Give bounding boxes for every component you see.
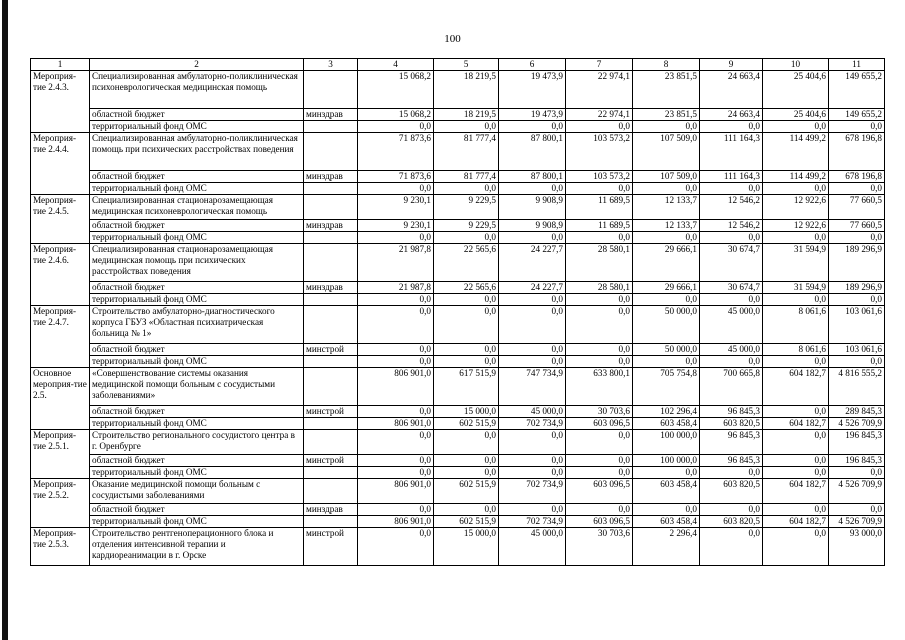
value-cell: 0,0 bbox=[499, 306, 566, 344]
value-cell: 0,0 bbox=[434, 183, 499, 195]
value-cell: 30 703,6 bbox=[566, 528, 633, 566]
funding-row bbox=[31, 356, 885, 368]
header-cell: 9 bbox=[700, 59, 763, 71]
value-cell: 96 845,3 bbox=[700, 455, 763, 467]
value-cell: 0,0 bbox=[358, 344, 434, 356]
value-cell: 0,0 bbox=[763, 356, 829, 368]
value-cell: 0,0 bbox=[633, 232, 700, 244]
funding-source: областной бюджет bbox=[90, 220, 304, 232]
value-cell: 31 594,9 bbox=[763, 282, 829, 294]
value-cell: 0,0 bbox=[499, 430, 566, 455]
value-cell: 11 689,5 bbox=[566, 220, 633, 232]
measure-id: Мероприя-тие 2.5.3. bbox=[31, 528, 90, 566]
executor-cell bbox=[304, 356, 358, 368]
funding-row bbox=[31, 467, 885, 479]
executor-cell: минздрав bbox=[304, 282, 358, 294]
value-cell: 2 296,4 bbox=[633, 528, 700, 566]
value-cell: 0,0 bbox=[499, 344, 566, 356]
value-cell: 12 546,2 bbox=[700, 195, 763, 220]
value-cell: 4 526 709,9 bbox=[829, 516, 885, 528]
executor-cell: минстрой bbox=[304, 344, 358, 356]
value-cell: 18 219,5 bbox=[434, 109, 499, 121]
measure-name: Специализированная стационарозамещающая медицинская психоневрологическая помощь bbox=[90, 195, 304, 220]
value-cell: 0,0 bbox=[434, 232, 499, 244]
value-cell: 19 473,9 bbox=[499, 109, 566, 121]
header-cell: 10 bbox=[763, 59, 829, 71]
value-cell: 602 515,9 bbox=[434, 516, 499, 528]
funding-row bbox=[31, 220, 885, 232]
value-cell: 100 000,0 bbox=[633, 430, 700, 455]
value-cell: 22 565,6 bbox=[434, 244, 499, 282]
funding-row bbox=[31, 171, 885, 183]
value-cell: 103 573,2 bbox=[566, 171, 633, 183]
executor-cell: минстрой bbox=[304, 455, 358, 467]
funding-row bbox=[31, 121, 885, 133]
measure-id: Основное мероприя-тие 2.5. bbox=[31, 368, 90, 430]
funding-row bbox=[31, 516, 885, 528]
value-cell: 4 526 709,9 bbox=[829, 479, 885, 504]
value-cell: 289 845,3 bbox=[829, 406, 885, 418]
value-cell: 0,0 bbox=[633, 294, 700, 306]
value-cell: 12 133,7 bbox=[633, 195, 700, 220]
value-cell: 0,0 bbox=[499, 455, 566, 467]
value-cell: 0,0 bbox=[633, 121, 700, 133]
value-cell: 0,0 bbox=[434, 504, 499, 516]
header-cell: 3 bbox=[304, 59, 358, 71]
header-row bbox=[31, 59, 885, 71]
executor-cell: минздрав bbox=[304, 171, 358, 183]
value-cell: 0,0 bbox=[434, 455, 499, 467]
group-main-row bbox=[31, 368, 885, 406]
measure-name: «Совершенствование системы оказания медицинской помощи больным с сосудистыми заболеваниями» bbox=[90, 368, 304, 406]
funding-source: областной бюджет bbox=[90, 171, 304, 183]
value-cell: 0,0 bbox=[829, 467, 885, 479]
header-cell: 6 bbox=[499, 59, 566, 71]
value-cell: 24 227,7 bbox=[499, 282, 566, 294]
value-cell: 603 458,4 bbox=[633, 479, 700, 504]
value-cell: 12 922,6 bbox=[763, 195, 829, 220]
measure-name: Строительство амбулаторно-диагностического корпуса ГБУЗ «Областная психиатрическая больница № 1» bbox=[90, 306, 304, 344]
funding-source: территориальный фонд ОМС bbox=[90, 516, 304, 528]
value-cell: 0,0 bbox=[358, 406, 434, 418]
value-cell: 12 546,2 bbox=[700, 220, 763, 232]
value-cell: 0,0 bbox=[633, 467, 700, 479]
executor-cell bbox=[304, 71, 358, 109]
group-main-row bbox=[31, 528, 885, 566]
value-cell: 700 665,8 bbox=[700, 368, 763, 406]
value-cell: 806 901,0 bbox=[358, 479, 434, 504]
executor-cell: минздрав bbox=[304, 504, 358, 516]
value-cell: 0,0 bbox=[829, 183, 885, 195]
value-cell: 0,0 bbox=[358, 294, 434, 306]
value-cell: 0,0 bbox=[700, 294, 763, 306]
value-cell: 196 845,3 bbox=[829, 455, 885, 467]
value-cell: 15 068,2 bbox=[358, 71, 434, 109]
funding-row bbox=[31, 109, 885, 121]
value-cell: 0,0 bbox=[633, 504, 700, 516]
group-main-row bbox=[31, 133, 885, 171]
value-cell: 603 458,4 bbox=[633, 418, 700, 430]
value-cell: 81 777,4 bbox=[434, 171, 499, 183]
value-cell: 0,0 bbox=[499, 121, 566, 133]
page-edge-bar bbox=[2, 0, 8, 640]
page-number: 100 bbox=[444, 33, 461, 45]
measure-id: Мероприя-тие 2.4.7. bbox=[31, 306, 90, 368]
value-cell: 4 526 709,9 bbox=[829, 418, 885, 430]
executor-cell: минстрой bbox=[304, 406, 358, 418]
value-cell: 50 000,0 bbox=[633, 306, 700, 344]
executor-cell: минздрав bbox=[304, 109, 358, 121]
funding-row bbox=[31, 406, 885, 418]
funding-source: территориальный фонд ОМС bbox=[90, 418, 304, 430]
value-cell: 8 061,6 bbox=[763, 344, 829, 356]
value-cell: 9 908,9 bbox=[499, 220, 566, 232]
measure-name: Специализированная амбулаторно-поликлиническая психоневрологическая медицинская помощь bbox=[90, 71, 304, 109]
value-cell: 29 666,1 bbox=[633, 244, 700, 282]
value-cell: 0,0 bbox=[763, 455, 829, 467]
value-cell: 9 230,1 bbox=[358, 220, 434, 232]
value-cell: 15 000,0 bbox=[434, 528, 499, 566]
value-cell: 18 219,5 bbox=[434, 71, 499, 109]
funding-source: областной бюджет bbox=[90, 455, 304, 467]
value-cell: 0,0 bbox=[700, 356, 763, 368]
value-cell: 100 000,0 bbox=[633, 455, 700, 467]
value-cell: 0,0 bbox=[566, 356, 633, 368]
value-cell: 24 227,7 bbox=[499, 244, 566, 282]
funding-row bbox=[31, 418, 885, 430]
group-main-row bbox=[31, 430, 885, 455]
value-cell: 0,0 bbox=[566, 504, 633, 516]
value-cell: 705 754,8 bbox=[633, 368, 700, 406]
executor-cell bbox=[304, 418, 358, 430]
group-main-row bbox=[31, 195, 885, 220]
value-cell: 9 908,9 bbox=[499, 195, 566, 220]
value-cell: 678 196,8 bbox=[829, 171, 885, 183]
executor-cell bbox=[304, 467, 358, 479]
value-cell: 0,0 bbox=[566, 430, 633, 455]
value-cell: 0,0 bbox=[566, 294, 633, 306]
value-cell: 28 580,1 bbox=[566, 244, 633, 282]
executor-cell bbox=[304, 516, 358, 528]
value-cell: 149 655,2 bbox=[829, 109, 885, 121]
value-cell: 0,0 bbox=[358, 455, 434, 467]
value-cell: 103 573,2 bbox=[566, 133, 633, 171]
value-cell: 0,0 bbox=[434, 294, 499, 306]
value-cell: 0,0 bbox=[434, 356, 499, 368]
value-cell: 602 515,9 bbox=[434, 479, 499, 504]
value-cell: 28 580,1 bbox=[566, 282, 633, 294]
measure-id: Мероприя-тие 2.4.6. bbox=[31, 244, 90, 306]
value-cell: 603 820,5 bbox=[700, 418, 763, 430]
value-cell: 25 404,6 bbox=[763, 71, 829, 109]
executor-cell bbox=[304, 368, 358, 406]
funding-row bbox=[31, 455, 885, 467]
value-cell: 0,0 bbox=[499, 504, 566, 516]
value-cell: 0,0 bbox=[434, 121, 499, 133]
value-cell: 30 674,7 bbox=[700, 282, 763, 294]
value-cell: 0,0 bbox=[829, 121, 885, 133]
value-cell: 0,0 bbox=[566, 455, 633, 467]
value-cell: 30 674,7 bbox=[700, 244, 763, 282]
value-cell: 77 660,5 bbox=[829, 220, 885, 232]
value-cell: 24 663,4 bbox=[700, 71, 763, 109]
value-cell: 0,0 bbox=[566, 121, 633, 133]
value-cell: 31 594,9 bbox=[763, 244, 829, 282]
value-cell: 747 734,9 bbox=[499, 368, 566, 406]
header-cell: 4 bbox=[358, 59, 434, 71]
funding-source: областной бюджет bbox=[90, 344, 304, 356]
value-cell: 111 164,3 bbox=[700, 133, 763, 171]
value-cell: 0,0 bbox=[434, 344, 499, 356]
value-cell: 0,0 bbox=[566, 183, 633, 195]
group-main-row bbox=[31, 479, 885, 504]
value-cell: 0,0 bbox=[633, 356, 700, 368]
value-cell: 107 509,0 bbox=[633, 171, 700, 183]
value-cell: 603 820,5 bbox=[700, 516, 763, 528]
value-cell: 71 873,6 bbox=[358, 171, 434, 183]
value-cell: 22 565,6 bbox=[434, 282, 499, 294]
value-cell: 0,0 bbox=[434, 430, 499, 455]
value-cell: 196 845,3 bbox=[829, 430, 885, 455]
value-cell: 0,0 bbox=[566, 467, 633, 479]
value-cell: 0,0 bbox=[763, 183, 829, 195]
value-cell: 603 458,4 bbox=[633, 516, 700, 528]
value-cell: 0,0 bbox=[358, 504, 434, 516]
executor-cell bbox=[304, 430, 358, 455]
measure-id: Мероприя-тие 2.4.3. bbox=[31, 71, 90, 133]
value-cell: 21 987,8 bbox=[358, 244, 434, 282]
executor-cell bbox=[304, 306, 358, 344]
value-cell: 96 845,3 bbox=[700, 406, 763, 418]
value-cell: 114 499,2 bbox=[763, 133, 829, 171]
funding-source: территориальный фонд ОМС bbox=[90, 183, 304, 195]
measure-name: Специализированная амбулаторно-поликлиническая помощь при психических расстройствах поведения bbox=[90, 133, 304, 171]
budget-table bbox=[30, 58, 885, 566]
value-cell: 9 229,5 bbox=[434, 195, 499, 220]
value-cell: 0,0 bbox=[700, 183, 763, 195]
value-cell: 103 061,6 bbox=[829, 306, 885, 344]
value-cell: 0,0 bbox=[434, 306, 499, 344]
value-cell: 604 182,7 bbox=[763, 418, 829, 430]
executor-cell bbox=[304, 195, 358, 220]
value-cell: 0,0 bbox=[763, 121, 829, 133]
value-cell: 25 404,6 bbox=[763, 109, 829, 121]
value-cell: 806 901,0 bbox=[358, 516, 434, 528]
value-cell: 0,0 bbox=[499, 232, 566, 244]
funding-source: территориальный фонд ОМС bbox=[90, 356, 304, 368]
value-cell: 103 061,6 bbox=[829, 344, 885, 356]
measure-id: Мероприя-тие 2.4.5. bbox=[31, 195, 90, 244]
value-cell: 111 164,3 bbox=[700, 171, 763, 183]
value-cell: 189 296,9 bbox=[829, 244, 885, 282]
value-cell: 9 230,1 bbox=[358, 195, 434, 220]
executor-cell bbox=[304, 479, 358, 504]
executor-cell bbox=[304, 121, 358, 133]
value-cell: 602 515,9 bbox=[434, 418, 499, 430]
value-cell: 15 000,0 bbox=[434, 406, 499, 418]
executor-cell bbox=[304, 244, 358, 282]
value-cell: 93 000,0 bbox=[829, 528, 885, 566]
value-cell: 0,0 bbox=[763, 232, 829, 244]
funding-row bbox=[31, 282, 885, 294]
value-cell: 114 499,2 bbox=[763, 171, 829, 183]
value-cell: 8 061,6 bbox=[763, 306, 829, 344]
funding-row bbox=[31, 232, 885, 244]
header-cell: 7 bbox=[566, 59, 633, 71]
value-cell: 0,0 bbox=[499, 356, 566, 368]
value-cell: 604 182,7 bbox=[763, 516, 829, 528]
value-cell: 71 873,6 bbox=[358, 133, 434, 171]
value-cell: 0,0 bbox=[566, 232, 633, 244]
value-cell: 0,0 bbox=[763, 467, 829, 479]
value-cell: 633 800,1 bbox=[566, 368, 633, 406]
value-cell: 617 515,9 bbox=[434, 368, 499, 406]
value-cell: 0,0 bbox=[358, 232, 434, 244]
header-cell: 1 bbox=[31, 59, 90, 71]
value-cell: 189 296,9 bbox=[829, 282, 885, 294]
value-cell: 81 777,4 bbox=[434, 133, 499, 171]
funding-source: территориальный фонд ОМС bbox=[90, 232, 304, 244]
value-cell: 0,0 bbox=[700, 467, 763, 479]
value-cell: 603 096,5 bbox=[566, 516, 633, 528]
executor-cell bbox=[304, 133, 358, 171]
value-cell: 0,0 bbox=[829, 356, 885, 368]
value-cell: 15 068,2 bbox=[358, 109, 434, 121]
value-cell: 0,0 bbox=[358, 121, 434, 133]
value-cell: 0,0 bbox=[566, 344, 633, 356]
header-cell: 8 bbox=[633, 59, 700, 71]
value-cell: 0,0 bbox=[700, 528, 763, 566]
funding-row bbox=[31, 504, 885, 516]
value-cell: 29 666,1 bbox=[633, 282, 700, 294]
value-cell: 45 000,0 bbox=[499, 528, 566, 566]
value-cell: 0,0 bbox=[499, 183, 566, 195]
executor-cell bbox=[304, 232, 358, 244]
value-cell: 23 851,5 bbox=[633, 71, 700, 109]
value-cell: 0,0 bbox=[700, 232, 763, 244]
value-cell: 702 734,9 bbox=[499, 418, 566, 430]
funding-row bbox=[31, 294, 885, 306]
funding-source: территориальный фонд ОМС bbox=[90, 294, 304, 306]
funding-row bbox=[31, 344, 885, 356]
measure-name: Оказание медицинской помощи больным с сосудистыми заболеваниями bbox=[90, 479, 304, 504]
value-cell: 0,0 bbox=[763, 294, 829, 306]
value-cell: 45 000,0 bbox=[700, 306, 763, 344]
measure-id: Мероприя-тие 2.5.2. bbox=[31, 479, 90, 528]
measure-name: Строительство рентгеноперационного блока и отделения интенсивной терапии и кардиореанимации в г. Орске bbox=[90, 528, 304, 566]
value-cell: 96 845,3 bbox=[700, 430, 763, 455]
value-cell: 77 660,5 bbox=[829, 195, 885, 220]
value-cell: 87 800,1 bbox=[499, 171, 566, 183]
value-cell: 19 473,9 bbox=[499, 71, 566, 109]
executor-cell: минстрой bbox=[304, 528, 358, 566]
value-cell: 11 689,5 bbox=[566, 195, 633, 220]
value-cell: 149 655,2 bbox=[829, 71, 885, 109]
value-cell: 0,0 bbox=[829, 294, 885, 306]
value-cell: 806 901,0 bbox=[358, 368, 434, 406]
value-cell: 603 820,5 bbox=[700, 479, 763, 504]
value-cell: 0,0 bbox=[358, 356, 434, 368]
value-cell: 0,0 bbox=[358, 183, 434, 195]
header-cell: 2 bbox=[90, 59, 304, 71]
value-cell: 0,0 bbox=[829, 504, 885, 516]
executor-cell bbox=[304, 294, 358, 306]
header-cell: 5 bbox=[434, 59, 499, 71]
value-cell: 0,0 bbox=[434, 467, 499, 479]
funding-source: территориальный фонд ОМС bbox=[90, 467, 304, 479]
funding-source: территориальный фонд ОМС bbox=[90, 121, 304, 133]
executor-cell: минздрав bbox=[304, 220, 358, 232]
value-cell: 0,0 bbox=[700, 121, 763, 133]
executor-cell bbox=[304, 183, 358, 195]
value-cell: 0,0 bbox=[763, 528, 829, 566]
value-cell: 0,0 bbox=[358, 430, 434, 455]
value-cell: 21 987,8 bbox=[358, 282, 434, 294]
funding-source: областной бюджет bbox=[90, 282, 304, 294]
value-cell: 45 000,0 bbox=[700, 344, 763, 356]
measure-id: Мероприя-тие 2.4.4. bbox=[31, 133, 90, 195]
value-cell: 12 922,6 bbox=[763, 220, 829, 232]
value-cell: 9 229,5 bbox=[434, 220, 499, 232]
value-cell: 702 734,9 bbox=[499, 516, 566, 528]
value-cell: 4 816 555,2 bbox=[829, 368, 885, 406]
group-main-row bbox=[31, 71, 885, 109]
value-cell: 30 703,6 bbox=[566, 406, 633, 418]
value-cell: 0,0 bbox=[829, 232, 885, 244]
value-cell: 22 974,1 bbox=[566, 109, 633, 121]
value-cell: 0,0 bbox=[566, 306, 633, 344]
value-cell: 604 182,7 bbox=[763, 479, 829, 504]
value-cell: 0,0 bbox=[358, 306, 434, 344]
value-cell: 0,0 bbox=[358, 467, 434, 479]
value-cell: 603 096,5 bbox=[566, 418, 633, 430]
value-cell: 102 296,4 bbox=[633, 406, 700, 418]
value-cell: 678 196,8 bbox=[829, 133, 885, 171]
measure-name: Строительство регионального сосудистого центра в г. Оренбурге bbox=[90, 430, 304, 455]
value-cell: 50 000,0 bbox=[633, 344, 700, 356]
funding-row bbox=[31, 183, 885, 195]
value-cell: 0,0 bbox=[499, 467, 566, 479]
value-cell: 24 663,4 bbox=[700, 109, 763, 121]
value-cell: 0,0 bbox=[763, 406, 829, 418]
value-cell: 0,0 bbox=[763, 430, 829, 455]
measure-name: Специализированная стационарозамещающая медицинская помощь при психических расстройствах поведения bbox=[90, 244, 304, 282]
funding-source: областной бюджет bbox=[90, 504, 304, 516]
value-cell: 0,0 bbox=[633, 183, 700, 195]
value-cell: 107 509,0 bbox=[633, 133, 700, 171]
value-cell: 87 800,1 bbox=[499, 133, 566, 171]
header-cell: 11 bbox=[829, 59, 885, 71]
value-cell: 0,0 bbox=[358, 528, 434, 566]
value-cell: 603 096,5 bbox=[566, 479, 633, 504]
value-cell: 0,0 bbox=[763, 504, 829, 516]
funding-source: областной бюджет bbox=[90, 109, 304, 121]
value-cell: 604 182,7 bbox=[763, 368, 829, 406]
group-main-row bbox=[31, 306, 885, 344]
value-cell: 0,0 bbox=[499, 294, 566, 306]
value-cell: 45 000,0 bbox=[499, 406, 566, 418]
group-main-row bbox=[31, 244, 885, 282]
funding-source: областной бюджет bbox=[90, 406, 304, 418]
value-cell: 702 734,9 bbox=[499, 479, 566, 504]
value-cell: 12 133,7 bbox=[633, 220, 700, 232]
measure-id: Мероприя-тие 2.5.1. bbox=[31, 430, 90, 479]
value-cell: 23 851,5 bbox=[633, 109, 700, 121]
value-cell: 22 974,1 bbox=[566, 71, 633, 109]
value-cell: 806 901,0 bbox=[358, 418, 434, 430]
value-cell: 0,0 bbox=[700, 504, 763, 516]
